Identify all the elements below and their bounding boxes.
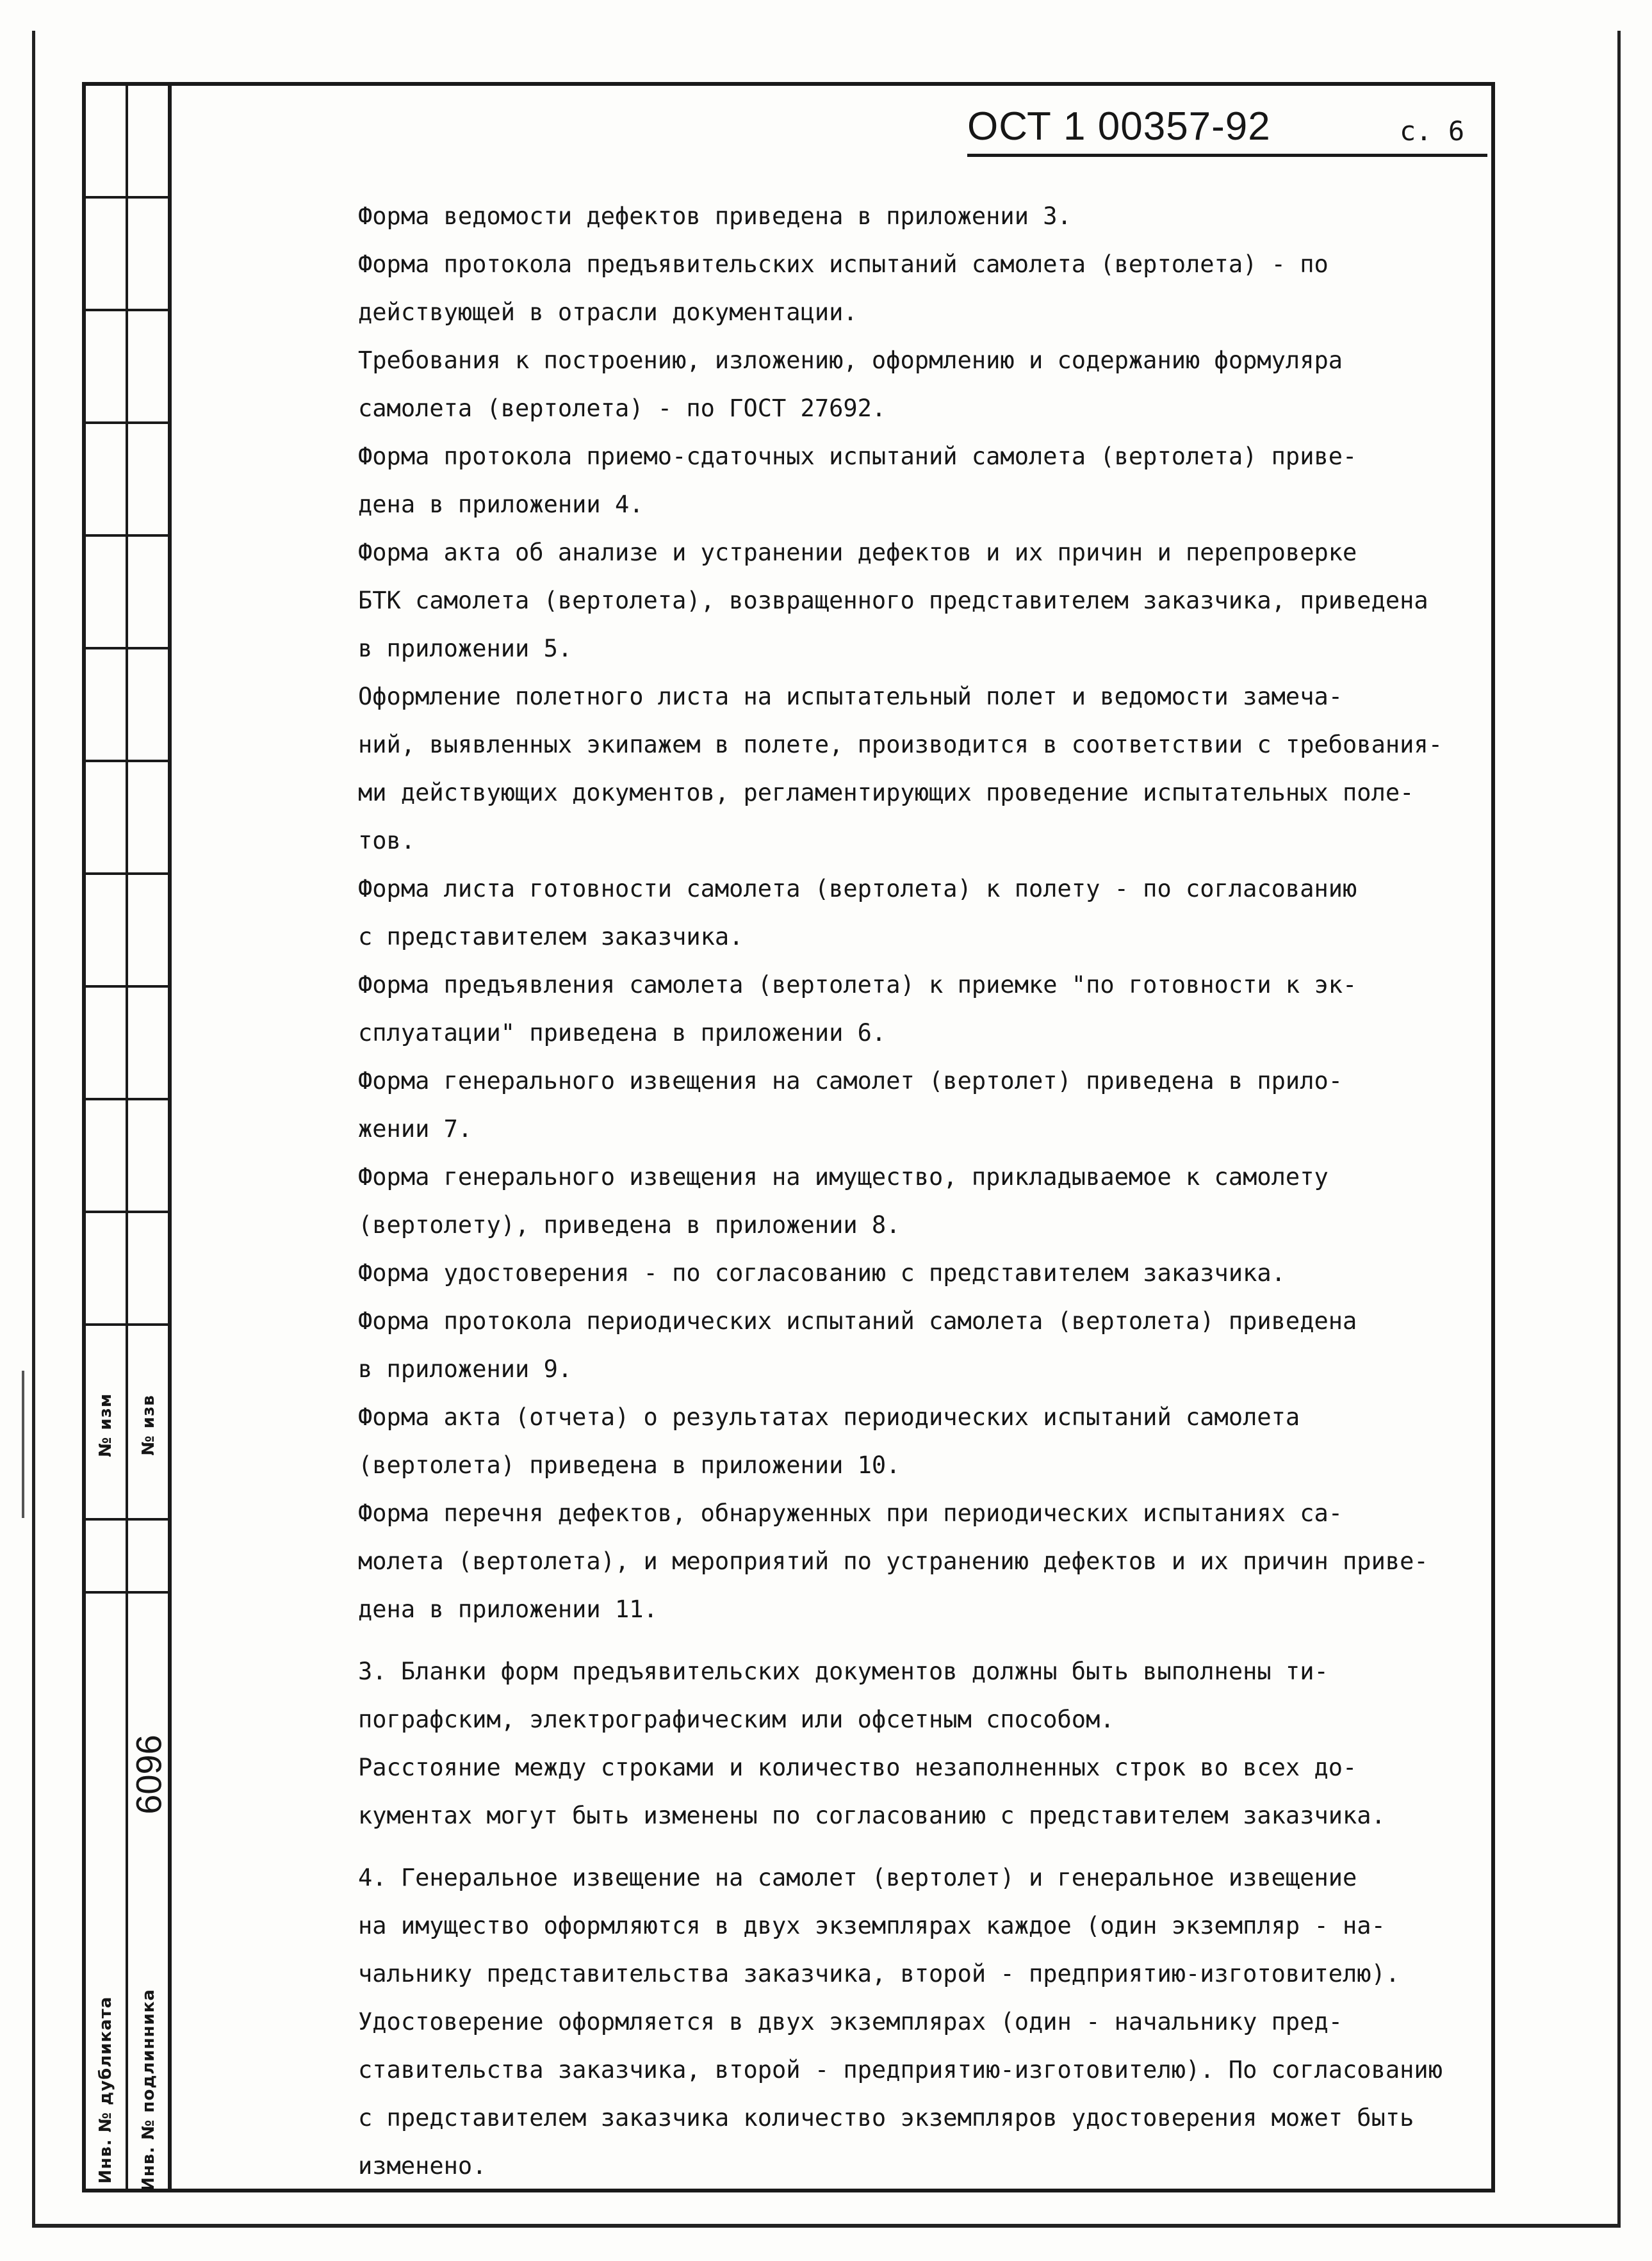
strip-spacer-cell (86, 1521, 126, 1591)
text-line: 3. Бланки форм предъявительских документов должны быть выполнены ти- (358, 1658, 1329, 1685)
document-body (290, 192, 1443, 2190)
text-line: Форма перечня дефектов, обнаруженных при периодических испытаниях са- (358, 1499, 1343, 1527)
text-line: Требования к построению, изложению, оформлению и содержанию формуляра (358, 347, 1343, 374)
text-line: Форма протокола приемо-сдаточных испытаний самолета (вертолета) приве- (358, 443, 1357, 470)
text-line: сплуатации" приведена в приложении 6. (358, 1019, 887, 1047)
text-line: Форма генерального извещения на имущество, прикладываемое к самолету (358, 1163, 1329, 1191)
text-line: Форма протокола периодических испытаний самолета (вертолета) приведена (358, 1307, 1357, 1335)
text-line: чальнику представительства заказчика, второй - предприятию-изготовителю). (358, 1960, 1400, 1988)
paragraph (290, 240, 1411, 336)
paragraph (290, 1057, 1411, 1153)
strip-cell (128, 424, 169, 537)
strip-cell (86, 424, 126, 537)
strip-cell (128, 649, 169, 762)
strip-cell (86, 649, 126, 762)
text-line: в приложении 9. (358, 1355, 573, 1383)
paragraph-gap (290, 1840, 1411, 1854)
strip-cell (86, 762, 126, 875)
text-line: Форма протокола предъявительских испытаний самолета (вертолета) - по (358, 250, 1329, 278)
side-strip-right-column (128, 86, 169, 2189)
strip-cell (86, 537, 126, 649)
paragraph (290, 1647, 1411, 1743)
text-line: с представителем заказчика количество экземпляров удостоверения может быть (358, 2104, 1414, 2132)
page-number: с. 6 (1400, 115, 1465, 147)
strip-cell (128, 1100, 169, 1213)
paragraph (290, 1998, 1443, 2190)
paragraph (290, 336, 1411, 432)
scan-artifact-mark (22, 1371, 24, 1518)
strip-cell (86, 1100, 126, 1213)
text-line: ми действующих документов, регламентирующих проведение испытательных поле- (358, 779, 1414, 806)
text-line: в приложении 5. (358, 635, 573, 662)
paragraph (290, 1489, 1428, 1633)
text-line: дена в приложении 11. (358, 1596, 658, 1623)
paragraph-gap (290, 1633, 1411, 1647)
paragraph (290, 1854, 1411, 1998)
text-line: ставительства заказчика, второй - предприятию-изготовителю). По согласованию (358, 2056, 1443, 2084)
strip-cell (128, 311, 169, 424)
strip-cell (128, 762, 169, 875)
text-line: Удостоверение оформляется в двух экземплярах (один - начальнику пред- (358, 2008, 1343, 2036)
text-line: Форма акта (отчета) о результатах периодических испытаний самолета (358, 1403, 1300, 1431)
paragraph (290, 192, 1411, 240)
paragraph (290, 865, 1411, 961)
paragraph (290, 961, 1411, 1057)
side-title-block (82, 82, 169, 2192)
text-line: Форма акта об анализе и устранении дефектов и их причин и перепроверке (358, 539, 1357, 566)
duplicate-inventory-cell (86, 1591, 126, 2192)
text-line: молета (вертолета), и мероприятий по устранению дефектов и их причин приве- (358, 1547, 1428, 1575)
notice-number-cell (128, 1326, 169, 1521)
text-line: с представителем заказчика. (358, 923, 744, 951)
strip-cell (86, 1213, 126, 1326)
text-line: Оформление полетного листа на испытательный полет и ведомости замеча- (358, 683, 1343, 710)
text-line: Форма генерального извещения на самолет (вертолет) приведена в прило- (358, 1067, 1343, 1095)
text-line: изменено. (358, 2152, 487, 2180)
change-number-label: № изм (96, 1393, 115, 1457)
original-inventory-number: 6096 (128, 1735, 169, 1815)
strip-cell (128, 1213, 169, 1326)
text-line: Форма удостоверения - по согласованию с представителем заказчика. (358, 1259, 1286, 1287)
original-inventory-cell (128, 1591, 169, 2192)
text-line: ний, выявленных экипажем в полете, производится в соответствии с требования- (358, 731, 1443, 758)
text-line: Расстояние между строками и количество незаполненных строк во всех до- (358, 1754, 1357, 1781)
paragraph (290, 1153, 1411, 1249)
change-number-cell (86, 1326, 126, 1521)
text-line: Форма листа готовности самолета (вертолета) к полету - по согласованию (358, 875, 1357, 902)
paragraph (290, 1743, 1411, 1840)
text-line: 4. Генеральное извещение на самолет (вертолет) и генеральное извещение (358, 1864, 1357, 1891)
text-line: (вертолета) приведена в приложении 10. (358, 1451, 901, 1479)
strip-cell (128, 199, 169, 311)
text-line: на имущество оформляются в двух экземплярах каждое (один экземпляр - на- (358, 1912, 1386, 1939)
strip-cell (86, 199, 126, 311)
text-line: БТК самолета (вертолета), возвращенного представителем заказчика, приведена (358, 587, 1428, 614)
page-bottom-rule (32, 2224, 1621, 2227)
text-line: (вертолету), приведена в приложении 8. (358, 1211, 901, 1239)
strip-cell (128, 875, 169, 988)
strip-cell (128, 537, 169, 649)
text-line: Форма предъявления самолета (вертолета) к приемке "по готовности к эк- (358, 971, 1357, 999)
header-underline (967, 154, 1487, 157)
strip-cell (86, 86, 126, 199)
strip-cell (128, 988, 169, 1100)
paragraph (290, 1297, 1411, 1393)
text-line: дена в приложении 4. (358, 491, 644, 518)
side-strip-left-column (86, 86, 128, 2189)
duplicate-inventory-label: Инв. № дубликата (96, 1996, 115, 2184)
paragraph (290, 528, 1428, 673)
paragraph (290, 1393, 1411, 1489)
notice-number-label: № изв (139, 1394, 158, 1456)
strip-cell (128, 86, 169, 199)
strip-spacer-cell (128, 1521, 169, 1591)
strip-cell (86, 988, 126, 1100)
paragraph (290, 432, 1411, 528)
paragraph (290, 1249, 1411, 1297)
text-line: жении 7. (358, 1115, 473, 1143)
text-line: самолета (вертолета) - по ГОСТ 27692. (358, 395, 887, 422)
strip-cell (86, 875, 126, 988)
paragraph (290, 673, 1443, 865)
text-line: пографским, электрографическим или офсетным способом. (358, 1706, 1115, 1733)
text-line: действующей в отрасли документации. (358, 298, 858, 326)
document-code: ОСТ 1 00357-92 (967, 104, 1271, 149)
text-line: Форма ведомости дефектов приведена в приложении 3. (358, 202, 1072, 230)
original-inventory-label: Инв. № подлинника (139, 1989, 158, 2191)
strip-cell (86, 311, 126, 424)
text-line: кументах могут быть изменены по согласованию с представителем заказчика. (358, 1802, 1386, 1829)
text-line: тов. (358, 827, 416, 854)
